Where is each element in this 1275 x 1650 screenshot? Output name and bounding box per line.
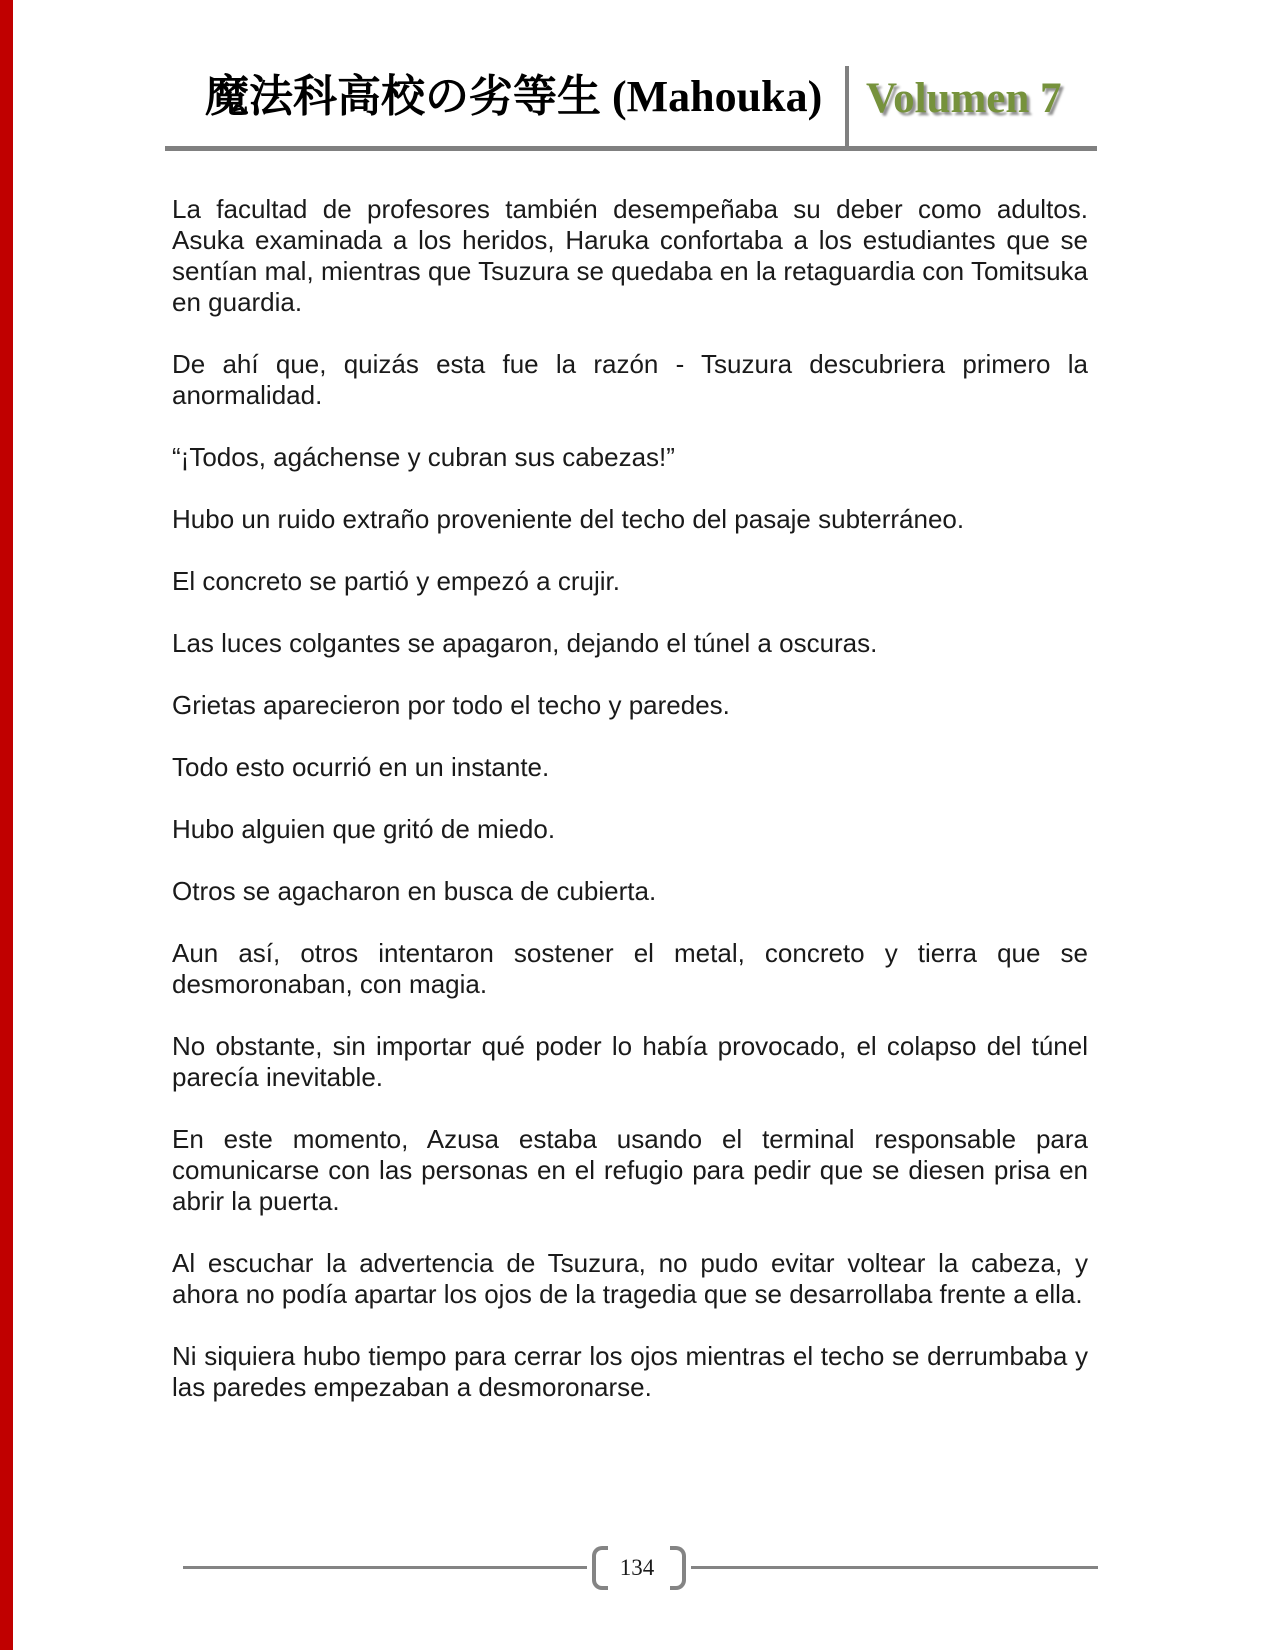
page-title: 魔法科高校の劣等生 (Mahouka) — [205, 72, 823, 121]
paragraph: De ahí que, quizás esta fue la razón - Tsuzura descubriera primero la anormalidad. — [172, 349, 1088, 410]
footer-right-line — [691, 1566, 1098, 1569]
paragraph: Ni siquiera hubo tiempo para cerrar los ojos mientras el techo se derrumbaba y las paredes empezaban a desmoronarse. — [172, 1341, 1088, 1402]
body-content — [172, 194, 1088, 1434]
header-divider — [845, 66, 849, 151]
footer-bracket-right — [670, 1546, 686, 1590]
page-edge-stripe — [0, 0, 13, 1650]
footer-left-line — [183, 1566, 587, 1569]
paragraph: Al escuchar la advertencia de Tsuzura, no pudo evitar voltear la cabeza, y ahora no podía apartar los ojos de la tragedia que se desarrollaba frente a ella. — [172, 1248, 1088, 1309]
paragraph: La facultad de profesores también desempeñaba su deber como adultos. Asuka examinada a los heridos, Haruka confortaba a los estudiantes que se sentían mal, mientras que Tsuzura se quedaba en la retaguardia con Tomitsuka en guardia. — [172, 194, 1088, 317]
paragraph: Grietas aparecieron por todo el techo y paredes. — [172, 690, 730, 720]
paragraph: El concreto se partió y empezó a crujir. — [172, 566, 620, 596]
header-rule — [165, 146, 1097, 151]
paragraph: Hubo un ruido extraño proveniente del techo del pasaje subterráneo. — [172, 504, 965, 534]
page-number: 134 — [619, 1555, 655, 1580]
paragraph: “¡Todos, agáchense y cubran sus cabezas!” — [172, 442, 675, 472]
paragraph: No obstante, sin importar qué poder lo había provocado, el colapso del túnel parecía inevitable. — [172, 1031, 1088, 1092]
paragraph: En este momento, Azusa estaba usando el terminal responsable para comunicarse con las personas en el refugio para pedir que se diesen prisa en abrir la puerta. — [172, 1124, 1088, 1216]
paragraph: Otros se agacharon en busca de cubierta. — [172, 876, 657, 906]
paragraph: Hubo alguien que gritó de miedo. — [172, 814, 556, 844]
paragraph: Las luces colgantes se apagaron, dejando el túnel a oscuras. — [172, 628, 878, 658]
paragraph: Todo esto ocurrió en un instante. — [172, 752, 550, 782]
paragraph: Aun así, otros intentaron sostener el metal, concreto y tierra que se desmoronaban, con magia. — [172, 938, 1088, 999]
volume-label: Volumen 7 — [866, 75, 1062, 122]
